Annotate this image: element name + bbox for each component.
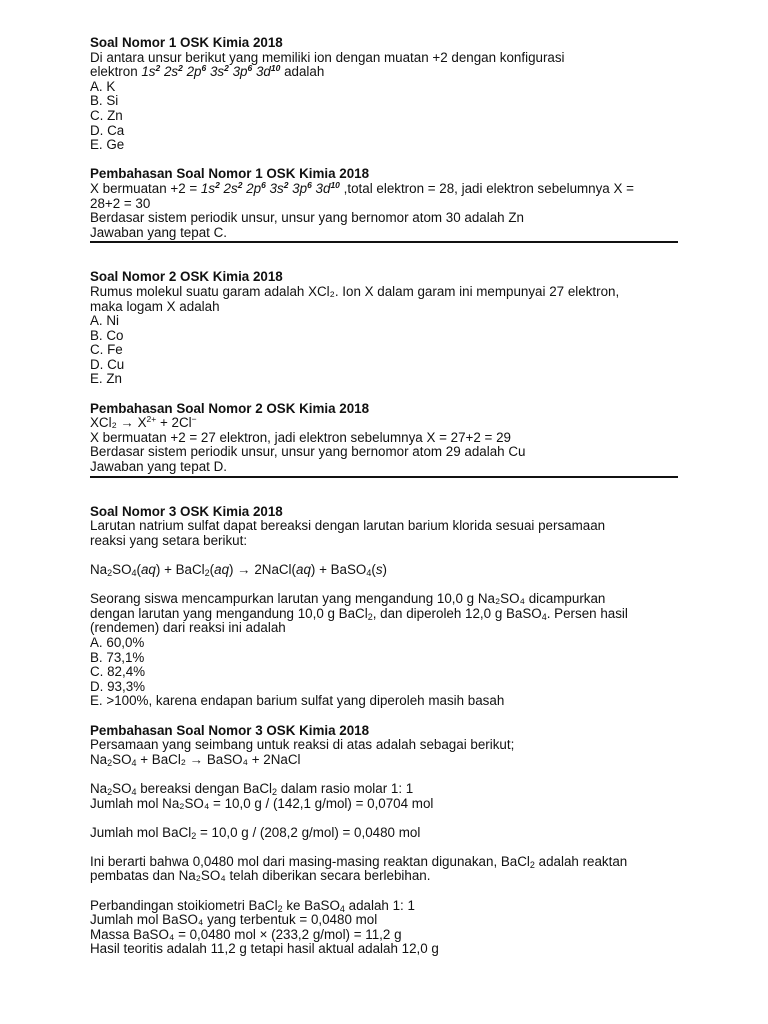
answer-2: Jawaban yang tepat D. [90, 459, 227, 475]
question-2-text: Rumus molekul suatu garam adalah XCl₂. Ion X dalam garam ini mempunyai 27 elektron, [90, 283, 620, 299]
section-divider [90, 476, 678, 478]
solution-3-line: $Na_2SO_4$ bereaksi dengan BaCl$_2$ dalam rasio molar 1: 1 [90, 780, 414, 797]
solution-3-line: Jumlah mol Na₂SO₄ = 10,0 g / (142,1 g/mol) = 0,0704 mol [90, 795, 434, 811]
question-3-text: Larutan natrium sulfat dapat bereaksi dengan larutan barium klorida sesuai persamaan [90, 518, 606, 534]
solution-3-line: Jumlah mol BaCl$_2$ = 10,0 g / (208,2 g/mol) = 0,0480 mol [90, 824, 421, 841]
option: B. Si [90, 93, 119, 109]
reaction-equation: $Na_2SO_4(aq)$ + BaCl$_2$(aq) → 2NaCl(aq) + BaSO$_4$(s) [90, 562, 388, 578]
electron-configuration: $1s^2$ $2s^2$ $2p^6$ $3s^2$ $3p^6$ $3d^{10}$ [141, 63, 281, 80]
balanced-equation: $Na_2SO_4$ + BaCl₂ → BaSO₄ + 2NaCl [90, 751, 301, 768]
option: C. Zn [90, 107, 123, 123]
question-1-config: elektron $1s^2$ $2s^2$ $2p^6$ $3s^2$ $3p^6$ $3d^{10}$ adalah [90, 63, 325, 80]
option: B. 73,1% [90, 649, 145, 665]
option: A. K [90, 78, 116, 94]
option: C. 82,4% [90, 664, 146, 680]
option: A. Ni [90, 313, 120, 329]
solution-3-line: Jumlah mol BaSO₄ yang terbentuk = 0,0480 mol [90, 912, 378, 928]
section-divider [90, 241, 678, 243]
problem-text: dengan larutan yang mengandung 10,0 g BaCl$_2$, dan diperoleh 12,0 g BaSO$_4$. Persen hasil [90, 605, 628, 622]
question-3-text: reaksi yang setara berikut: [90, 532, 248, 548]
option: B. Co [90, 327, 124, 343]
option: E. Ge [90, 137, 125, 153]
option: D. Cu [90, 356, 125, 372]
solution-1-line: Berdasar sistem periodik unsur, unsur yang bernomor atom 30 adalah Zn [90, 210, 524, 226]
answer-1: Jawaban yang tepat C. [90, 224, 227, 240]
solution-2-title: Pembahasan Soal Nomor 2 OSK Kimia 2018 [90, 400, 370, 416]
option: C. Fe [90, 342, 123, 358]
problem-text: Seorang siswa mencampurkan larutan yang mengandung 10,0 g Na₂SO₄ dicampurkan [90, 591, 606, 607]
option: E. >100%, karena endapan barium sulfat yang diperoleh masih basah [90, 693, 505, 709]
solution-3-line: Persamaan yang seimbang untuk reaksi di atas adalah sebagai berikut; [90, 737, 515, 753]
option: E. Zn [90, 371, 122, 387]
solution-1-title: Pembahasan Soal Nomor 1 OSK Kimia 2018 [90, 166, 370, 182]
solution-2-line: Berdasar sistem periodik unsur, unsur yang bernomor atom 29 adalah Cu [90, 444, 526, 460]
solution-3-line: Perbandingan stoikiometri BaCl$_2$ ke BaSO$_4$ adalah 1: 1 [90, 897, 415, 914]
option: D. Ca [90, 122, 125, 138]
ionization-equation: $XCl_2 \to X^{2+} + 2Cl^-$ [90, 414, 197, 431]
option: A. 60,0% [90, 634, 145, 650]
solution-2-line: X bermuatan +2 = 27 elektron, jadi elektron sebelumnya X = 27+2 = 29 [90, 429, 511, 445]
electron-configuration: $1s^2$ $2s^2$ $2p^6$ $3s^2$ $3p^6$ $3d^{10}$ [200, 179, 340, 196]
question-1-text: Di antara unsur berikut yang memiliki ion dengan muatan +2 dengan konfigurasi [90, 49, 565, 65]
solution-3-line: Hasil teoritis adalah 11,2 g tetapi hasil aktual adalah 12,0 g [90, 941, 439, 957]
question-2-text: maka logam X adalah [90, 298, 220, 314]
document-page [90, 36, 678, 957]
solution-3-line: Ini berarti bahwa 0,0480 mol dari masing-masing reaktan digunakan, BaCl$_2$ adalah reaktan [90, 853, 628, 870]
problem-text: (rendemen) dari reaksi ini adalah [90, 620, 286, 636]
question-3-title: Soal Nomor 3 OSK Kimia 2018 [90, 503, 283, 519]
question-2-title: Soal Nomor 2 OSK Kimia 2018 [90, 269, 283, 285]
solution-1-line: 28+2 = 30 [90, 195, 151, 211]
question-1-title: Soal Nomor 1 OSK Kimia 2018 [90, 35, 283, 50]
solution-3-title: Pembahasan Soal Nomor 3 OSK Kimia 2018 [90, 722, 370, 738]
solution-3-line: pembatas dan Na₂SO₄ telah diberikan secara berlebihan. [90, 868, 431, 884]
solution-1-line: X bermuatan $+2 = 1s^2$ $2s^2$ $2p^6$ $3s^2$ $3p^6$ $3d^{10}$ ,total elektron = 28, jadi elektron sebelumnya X = [90, 179, 634, 196]
solution-3-line: Massa BaSO₄ = 0,0480 mol × (233,2 g/mol) = 11,2 g [90, 926, 402, 942]
option: D. 93,3% [90, 678, 146, 694]
